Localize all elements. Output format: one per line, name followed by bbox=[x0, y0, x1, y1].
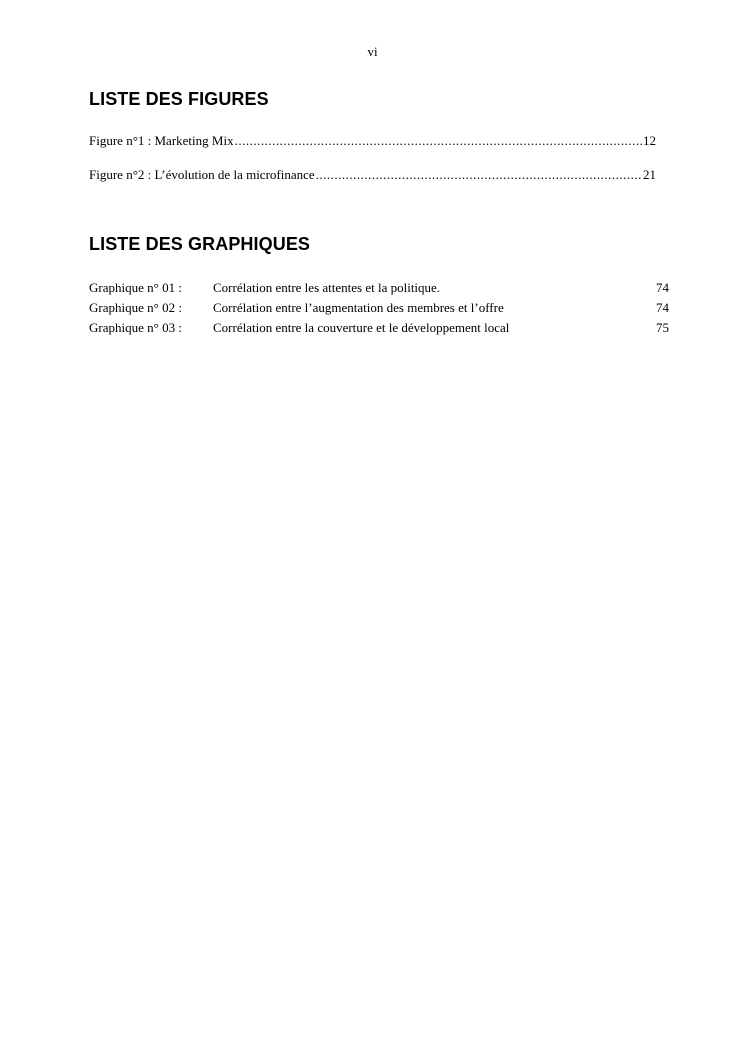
figure-entry-label: Figure n°1 : Marketing Mix bbox=[89, 133, 234, 148]
page-number: vi bbox=[367, 44, 378, 59]
graph-entry-description: Corrélation entre les attentes et la politique. bbox=[213, 280, 441, 295]
dot-leader bbox=[235, 133, 642, 149]
figure-entry[interactable] bbox=[89, 167, 656, 183]
figure-entry-page: 21 bbox=[643, 167, 656, 182]
graph-entry-page: 74 bbox=[656, 280, 669, 295]
graphs-list-title: LISTE DES GRAPHIQUES bbox=[89, 234, 311, 254]
figures-list-title: LISTE DES FIGURES bbox=[89, 89, 269, 109]
figure-entry-page: 12 bbox=[643, 133, 656, 148]
graph-entry-label: Graphique n° 01 : bbox=[89, 280, 182, 295]
graph-entry-page: 75 bbox=[656, 320, 669, 335]
graph-entry-label: Graphique n° 02 : bbox=[89, 300, 182, 315]
figure-entry-label: Figure n°2 : L’évolution de la microfinance bbox=[89, 167, 315, 182]
graph-entry-page: 74 bbox=[656, 300, 669, 315]
dot-leader bbox=[316, 167, 642, 183]
graph-entry-description: Corrélation entre la couverture et le développement local bbox=[213, 320, 510, 335]
graph-entry-label: Graphique n° 03 : bbox=[89, 320, 182, 335]
graph-entry-description: Corrélation entre l’augmentation des membres et l’offre bbox=[213, 300, 504, 315]
figure-entry[interactable] bbox=[89, 133, 656, 149]
